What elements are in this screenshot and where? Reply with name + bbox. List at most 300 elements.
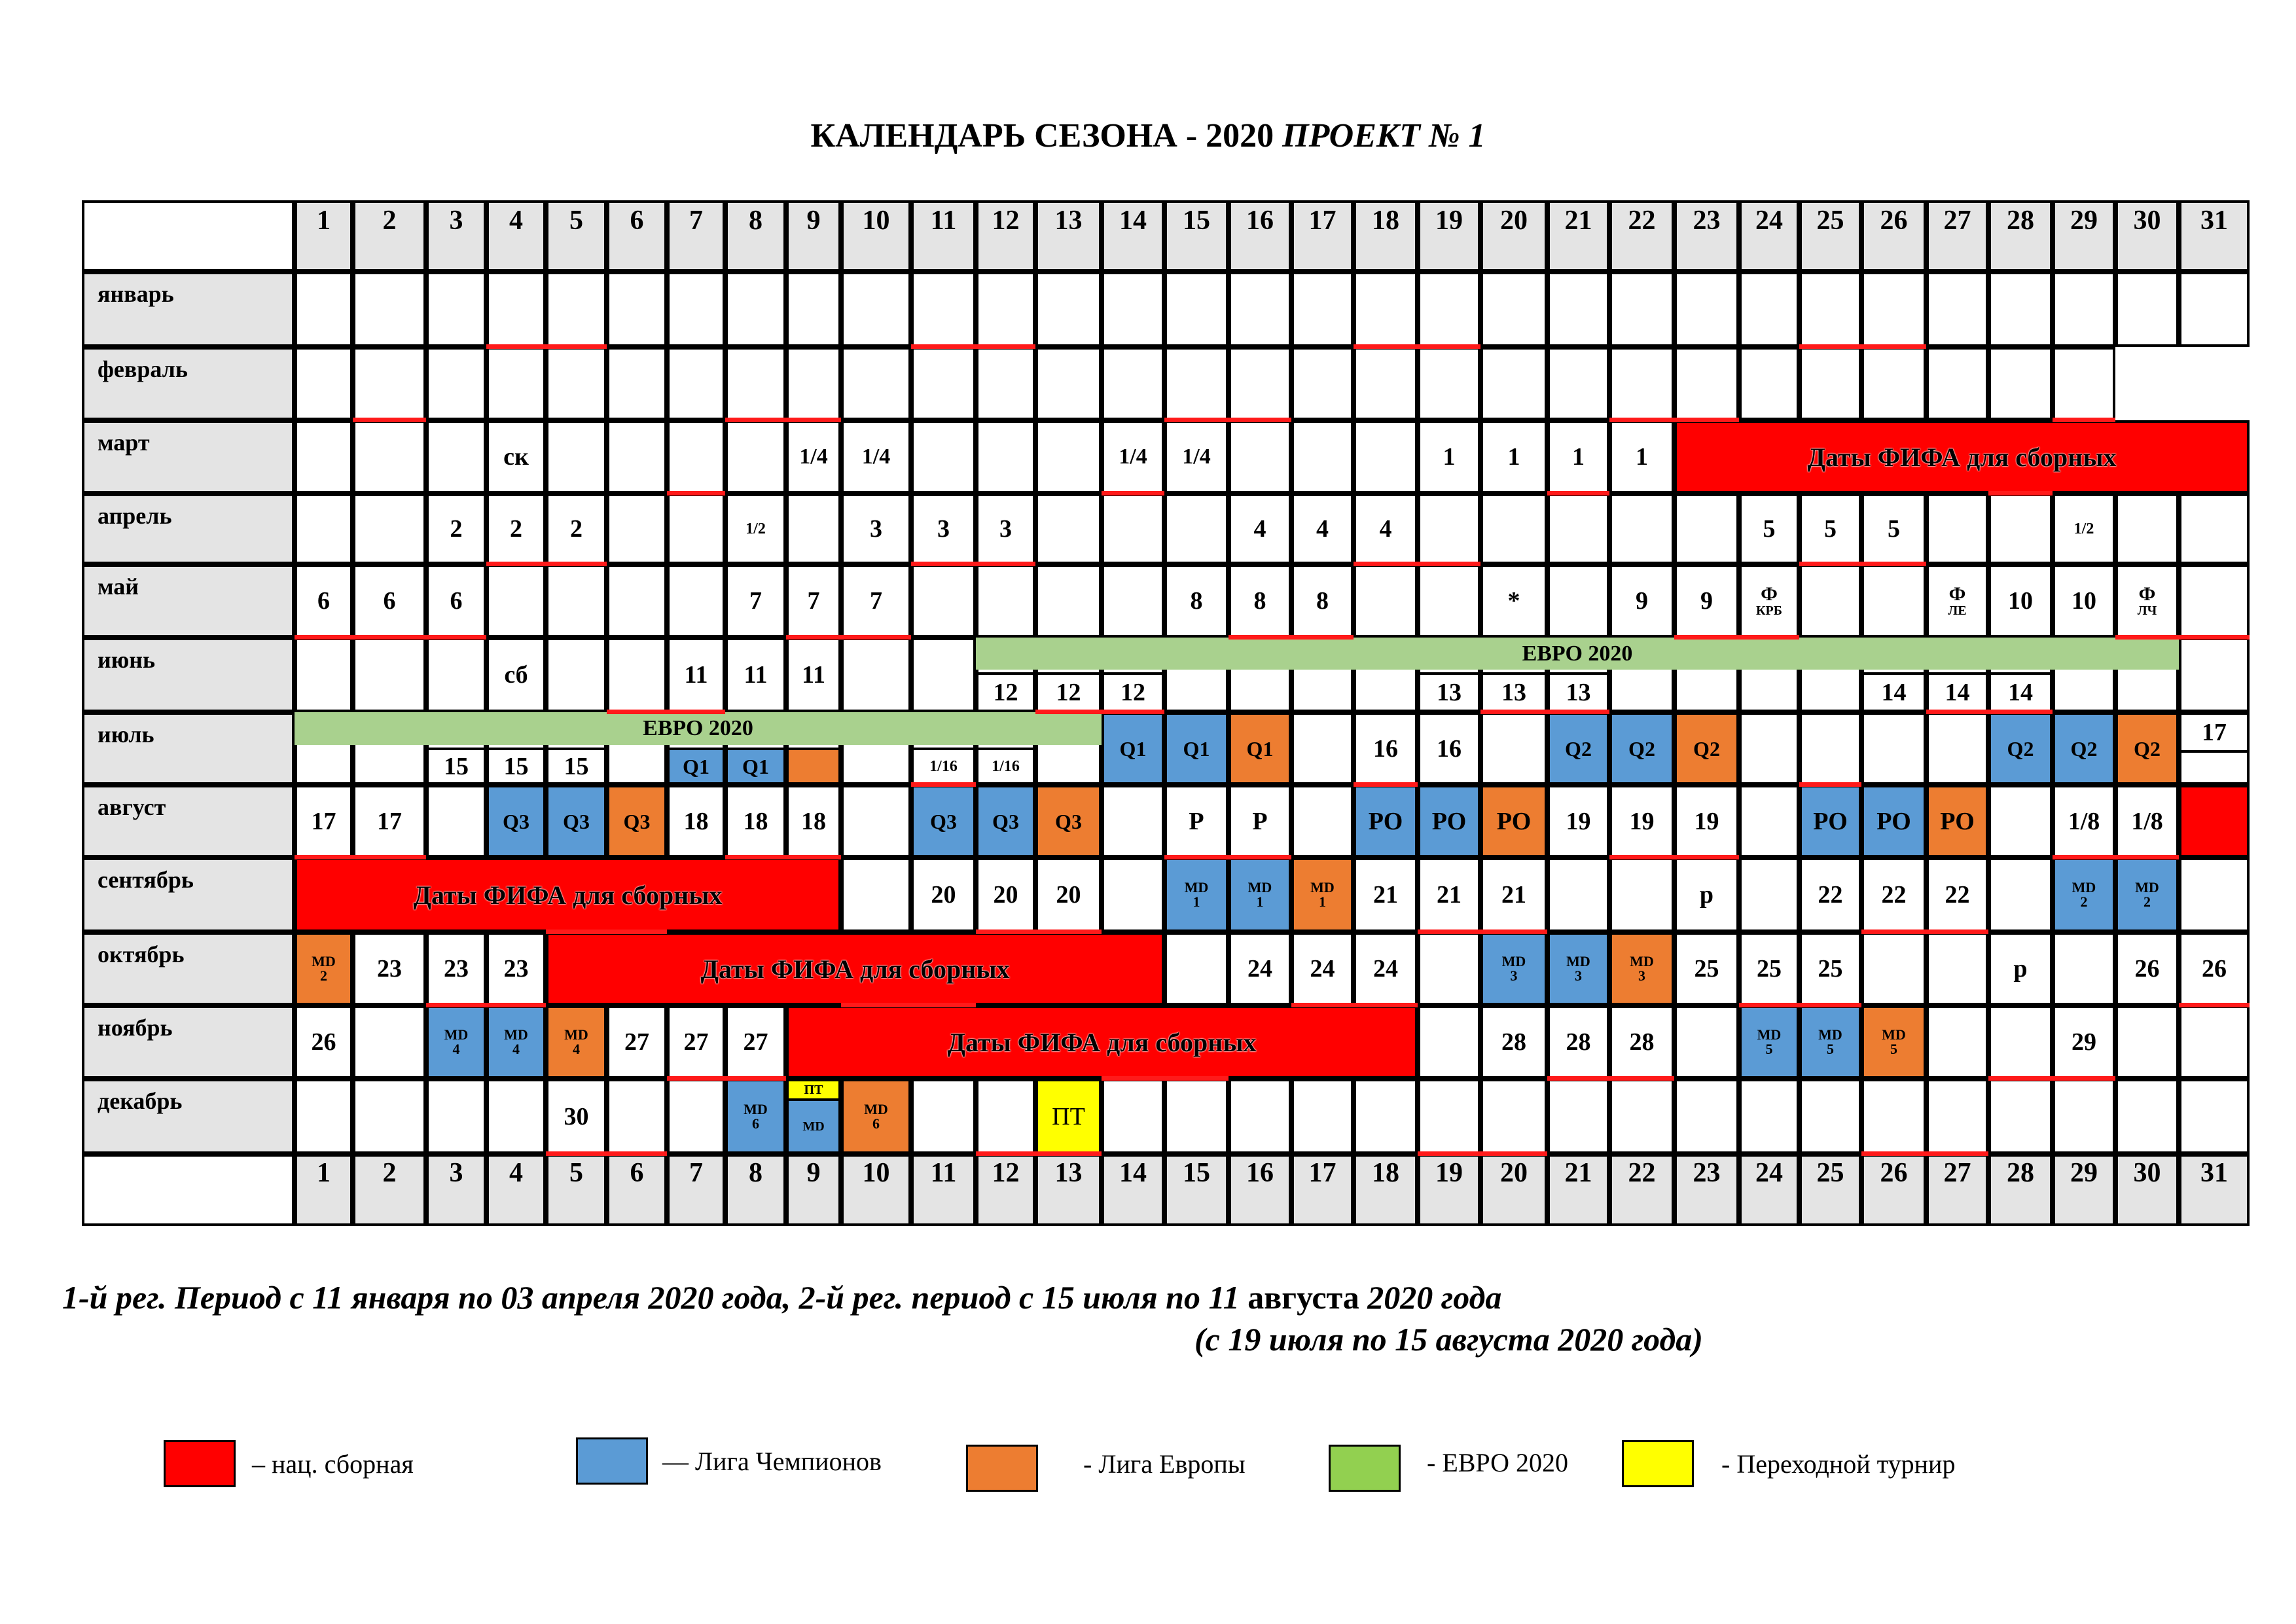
orange-event-cell: Q3 xyxy=(607,785,667,857)
day-cell xyxy=(1988,857,2053,932)
event-cell: 4 xyxy=(1229,494,1291,564)
event-cell: 1/4 xyxy=(786,420,841,494)
day-header: 29 xyxy=(2053,200,2115,272)
day-cell xyxy=(841,785,911,857)
orange-event-cell xyxy=(1609,932,1674,1005)
day-header: 11 xyxy=(911,200,976,272)
event-cell: 28 xyxy=(1609,1005,1674,1079)
event-cell: 8 xyxy=(1164,564,1229,638)
event-label: MD xyxy=(2072,879,2096,895)
day-cell xyxy=(1229,1079,1291,1154)
event-cell: 1/8 xyxy=(2115,785,2179,857)
day-cell xyxy=(1102,785,1164,857)
day-cell xyxy=(1291,785,1354,857)
event-label: MD xyxy=(1184,879,1209,895)
day-cell xyxy=(2115,1005,2179,1079)
day-cell xyxy=(667,494,725,564)
day-cell xyxy=(2179,494,2250,564)
event-cell: 22 xyxy=(1861,857,1926,932)
day-footer: 14 xyxy=(1102,1154,1164,1226)
day-cell xyxy=(976,1079,1035,1154)
event-cell: 8 xyxy=(1229,564,1291,638)
day-cell xyxy=(1799,272,1861,347)
day-header: 30 xyxy=(2115,200,2179,272)
event-sublabel: 3 xyxy=(1575,967,1582,984)
event-cell: 25 xyxy=(1674,932,1739,1005)
month-label: июнь xyxy=(82,638,295,712)
event-sublabel: 2 xyxy=(2080,893,2088,910)
day-header: 9 xyxy=(786,200,841,272)
day-cell xyxy=(1354,272,1418,347)
weekend-marker xyxy=(841,1003,976,1007)
day-footer: 5 xyxy=(546,1154,607,1226)
orange-event-cell: Q2 xyxy=(2115,712,2179,785)
event-cell: сб xyxy=(486,638,546,712)
weekend-marker xyxy=(667,491,725,496)
event-label: MD xyxy=(312,953,336,969)
day-cell xyxy=(546,420,607,494)
event-cell: 27 xyxy=(607,1005,667,1079)
day-cell xyxy=(1102,494,1164,564)
day-cell xyxy=(667,564,725,638)
day-cell xyxy=(1480,494,1547,564)
event-cell xyxy=(1739,564,1799,638)
day-cell xyxy=(1674,494,1739,564)
event-sublabel: 4 xyxy=(573,1041,580,1057)
event-sublabel: ЛЕ xyxy=(1948,604,1967,618)
event-sublabel: 5 xyxy=(1765,1041,1773,1057)
event-cell: 25 xyxy=(1739,932,1799,1005)
day-footer: 16 xyxy=(1229,1154,1291,1226)
day-cell xyxy=(1354,420,1418,494)
event-cell: 28 xyxy=(1547,1005,1609,1079)
day-cell xyxy=(1861,1079,1926,1154)
event-cell: 1 xyxy=(1480,420,1547,494)
day-cell xyxy=(353,494,426,564)
event-cell: 10 xyxy=(2053,564,2115,638)
event-cell: 26 xyxy=(2179,932,2250,1005)
event-cell: 24 xyxy=(1354,932,1418,1005)
day-cell xyxy=(786,347,841,420)
event-cell: 3 xyxy=(911,494,976,564)
day-cell xyxy=(1547,347,1609,420)
day-cell xyxy=(1164,1079,1229,1154)
event-label: Ф xyxy=(1948,583,1966,605)
orange-event-cell: РО xyxy=(1926,785,1988,857)
day-footer: 28 xyxy=(1988,1154,2053,1226)
event-cell: 20 xyxy=(1035,857,1102,932)
day-cell xyxy=(1609,857,1674,932)
event-cell: 15 xyxy=(426,748,486,785)
event-label: Ф xyxy=(2138,583,2156,605)
day-header: 18 xyxy=(1354,200,1418,272)
day-footer: 24 xyxy=(1739,1154,1799,1226)
day-footer: 2 xyxy=(353,1154,426,1226)
event-sublabel: 5 xyxy=(1890,1041,1897,1057)
day-footer: 10 xyxy=(841,1154,911,1226)
day-cell xyxy=(786,494,841,564)
month-label: август xyxy=(82,785,295,857)
day-cell xyxy=(353,347,426,420)
day-cell xyxy=(1861,272,1926,347)
legend-swatch-transition xyxy=(1622,1440,1694,1487)
blue-event-cell xyxy=(1164,857,1229,932)
blue-event-cell: Q3 xyxy=(911,785,976,857)
blue-event-cell: Q2 xyxy=(2053,712,2115,785)
day-cell xyxy=(1926,932,1988,1005)
weekend-marker xyxy=(725,418,841,422)
event-cell: 30 xyxy=(546,1079,607,1154)
event-sublabel: 1 xyxy=(1256,893,1264,910)
event-cell: 7 xyxy=(786,564,841,638)
day-cell xyxy=(1609,1079,1674,1154)
event-cell: 12 xyxy=(1102,672,1164,712)
day-cell xyxy=(546,272,607,347)
event-cell: 17 xyxy=(353,785,426,857)
day-header: 19 xyxy=(1418,200,1480,272)
day-header: 16 xyxy=(1229,200,1291,272)
blue-event-cell: Q1 xyxy=(1102,712,1164,785)
fifa-dates-bar-november: Даты ФИФА для сборных xyxy=(786,1005,1418,1079)
day-cell xyxy=(1291,272,1354,347)
event-cell: 23 xyxy=(486,932,546,1005)
month-label: декабрь xyxy=(82,1079,295,1154)
day-header: 15 xyxy=(1164,200,1229,272)
day-cell xyxy=(607,272,667,347)
day-cell xyxy=(1480,347,1547,420)
event-cell: 13 xyxy=(1418,672,1480,712)
day-cell xyxy=(1480,272,1547,347)
day-cell xyxy=(1418,347,1480,420)
event-cell: 6 xyxy=(426,564,486,638)
weekend-marker xyxy=(911,562,1035,566)
day-cell xyxy=(607,494,667,564)
event-cell: 14 xyxy=(1926,672,1988,712)
day-cell xyxy=(1035,420,1102,494)
day-footer: 7 xyxy=(667,1154,725,1226)
orange-event-cell: Q2 xyxy=(1674,712,1739,785)
event-cell: 28 xyxy=(1480,1005,1547,1079)
blue-event-cell: Q1 xyxy=(725,748,786,785)
orange-event-cell: Q1 xyxy=(1229,712,1291,785)
weekend-marker xyxy=(353,418,426,422)
day-cell xyxy=(1291,347,1354,420)
day-footer: 26 xyxy=(1861,1154,1926,1226)
day-header: 8 xyxy=(725,200,786,272)
day-cell xyxy=(1926,272,1988,347)
event-label: MD xyxy=(1310,879,1335,895)
day-cell xyxy=(607,564,667,638)
event-label: MD xyxy=(1501,953,1526,969)
weekend-marker xyxy=(2179,1003,2250,1007)
day-cell xyxy=(486,272,546,347)
event-cell: 9 xyxy=(1609,564,1674,638)
event-cell: 11 xyxy=(667,638,725,712)
day-cell xyxy=(1035,272,1102,347)
event-cell: 7 xyxy=(725,564,786,638)
weekend-marker xyxy=(667,1076,786,1081)
event-sublabel: 3 xyxy=(1510,967,1518,984)
day-cell xyxy=(667,347,725,420)
event-cell: 14 xyxy=(1988,672,2053,712)
event-label: MD xyxy=(2135,879,2159,895)
weekend-marker xyxy=(486,562,607,566)
day-cell xyxy=(1291,712,1354,785)
day-cell xyxy=(1547,494,1609,564)
day-cell xyxy=(1547,1079,1609,1154)
day-cell xyxy=(1418,564,1480,638)
weekend-marker xyxy=(1164,418,1291,422)
day-footer: 22 xyxy=(1609,1154,1674,1226)
period-note-line2: (с 19 июля по 15 августа 2020 года) xyxy=(1194,1321,1703,1358)
blue-event-cell: Q1 xyxy=(667,748,725,785)
day-cell xyxy=(1418,272,1480,347)
legend-swatch-euro xyxy=(1329,1445,1401,1492)
event-label: MD xyxy=(1566,953,1590,969)
day-cell xyxy=(667,420,725,494)
day-cell xyxy=(1988,272,2053,347)
event-cell: 1 xyxy=(1547,420,1609,494)
day-cell xyxy=(1739,347,1799,420)
day-header: 26 xyxy=(1861,200,1926,272)
event-sublabel: 6 xyxy=(752,1115,759,1132)
day-header: 28 xyxy=(1988,200,2053,272)
event-cell: 11 xyxy=(786,638,841,712)
day-footer: 25 xyxy=(1799,1154,1861,1226)
event-cell: 23 xyxy=(353,932,426,1005)
orange-event-cell: Q3 xyxy=(1035,785,1102,857)
day-cell xyxy=(1102,1079,1164,1154)
day-cell xyxy=(1861,712,1926,785)
day-cell xyxy=(1674,1079,1739,1154)
day-cell xyxy=(1354,564,1418,638)
weekend-marker xyxy=(295,635,486,640)
month-label: январь xyxy=(82,272,295,347)
weekend-marker xyxy=(426,1003,546,1007)
event-cell: р xyxy=(1988,932,2053,1005)
event-sublabel: 4 xyxy=(452,1041,460,1057)
legend-label-champions: — Лига Чемпионов xyxy=(662,1446,882,1476)
day-footer: 23 xyxy=(1674,1154,1739,1226)
event-cell xyxy=(2115,564,2179,638)
day-cell-empty xyxy=(2115,347,2250,420)
day-cell xyxy=(2053,347,2115,420)
weekend-marker xyxy=(1547,1076,1674,1081)
day-cell xyxy=(486,564,546,638)
blue-event-cell xyxy=(1229,857,1291,932)
legend-swatch-national xyxy=(164,1440,236,1487)
day-cell xyxy=(295,1079,353,1154)
day-cell xyxy=(353,420,426,494)
weekend-marker xyxy=(976,929,1102,934)
day-cell xyxy=(1164,494,1229,564)
day-cell xyxy=(1674,1005,1739,1079)
event-cell: 17 xyxy=(2179,712,2250,753)
event-cell: 18 xyxy=(667,785,725,857)
day-cell xyxy=(911,1079,976,1154)
day-cell xyxy=(1164,347,1229,420)
event-cell: 6 xyxy=(353,564,426,638)
event-cell: 7 xyxy=(841,564,911,638)
day-cell xyxy=(1354,347,1418,420)
day-footer: 17 xyxy=(1291,1154,1354,1226)
day-cell xyxy=(426,272,486,347)
event-sublabel: 4 xyxy=(512,1041,520,1057)
event-cell: 25 xyxy=(1799,932,1861,1005)
event-sublabel: 2 xyxy=(2144,893,2151,910)
day-cell xyxy=(1926,712,1988,785)
orange-event-cell xyxy=(1861,1005,1926,1079)
day-cell xyxy=(1739,712,1799,785)
day-cell xyxy=(911,272,976,347)
orange-event-cell xyxy=(1291,857,1354,932)
day-cell xyxy=(1418,1079,1480,1154)
blue-event-cell: Q3 xyxy=(546,785,607,857)
event-cell: 26 xyxy=(295,1005,353,1079)
day-cell xyxy=(1547,272,1609,347)
weekend-marker xyxy=(1988,1076,2115,1081)
day-header: 7 xyxy=(667,200,725,272)
weekend-marker xyxy=(2053,418,2115,422)
legend-label-transition: - Переходной турнир xyxy=(1721,1449,1956,1479)
month-label: апрель xyxy=(82,494,295,564)
day-cell xyxy=(2179,272,2250,347)
day-cell xyxy=(486,347,546,420)
event-cell: 27 xyxy=(667,1005,725,1079)
event-cell: 26 xyxy=(2115,932,2179,1005)
day-cell xyxy=(426,347,486,420)
day-cell xyxy=(1229,272,1291,347)
day-footer: 1 xyxy=(295,1154,353,1226)
weekend-marker xyxy=(1609,855,1739,859)
event-cell: 11 xyxy=(725,638,786,712)
event-cell: 19 xyxy=(1609,785,1674,857)
day-cell xyxy=(1102,564,1164,638)
transition-cell-top: ПТ xyxy=(786,1079,841,1101)
weekend-marker xyxy=(546,929,667,934)
event-cell: 14 xyxy=(1861,672,1926,712)
legend-label-national: – нац. сборная xyxy=(252,1449,414,1479)
event-cell: 21 xyxy=(1480,857,1547,932)
event-cell: ск xyxy=(486,420,546,494)
blue-event-cell: Q2 xyxy=(1609,712,1674,785)
day-cell xyxy=(1418,1005,1480,1079)
day-cell xyxy=(546,638,607,712)
event-label: MD xyxy=(1247,879,1272,895)
event-cell: 18 xyxy=(786,785,841,857)
day-cell xyxy=(1926,347,1988,420)
day-cell xyxy=(1102,272,1164,347)
event-sublabel: 5 xyxy=(1827,1041,1834,1057)
day-header: 10 xyxy=(841,200,911,272)
event-cell: 2 xyxy=(546,494,607,564)
orange-event-cell xyxy=(546,1005,607,1079)
month-label: февраль xyxy=(82,347,295,420)
day-cell xyxy=(1609,347,1674,420)
period-notes xyxy=(62,1276,1829,1360)
day-cell xyxy=(1799,564,1861,638)
day-cell xyxy=(841,638,911,712)
event-cell: 1/4 xyxy=(841,420,911,494)
day-header: 20 xyxy=(1480,200,1547,272)
red-event-cell xyxy=(2179,785,2250,857)
event-cell: 5 xyxy=(1799,494,1861,564)
header-corner xyxy=(82,200,295,272)
euro-bar-july: ЕВРО 2020 xyxy=(295,712,1102,745)
day-cell xyxy=(1229,420,1291,494)
event-cell: 16 xyxy=(1354,712,1418,785)
day-cell xyxy=(976,272,1035,347)
day-header: 3 xyxy=(426,200,486,272)
day-cell xyxy=(1988,1079,2053,1154)
day-footer: 27 xyxy=(1926,1154,1988,1226)
event-sublabel: 2 xyxy=(320,967,327,984)
weekend-marker xyxy=(1609,418,1739,422)
weekend-marker xyxy=(486,344,607,349)
legend-label-europa: - Лига Европы xyxy=(1083,1449,1246,1479)
day-cell xyxy=(2179,857,2250,932)
day-footer: 29 xyxy=(2053,1154,2115,1226)
weekend-marker xyxy=(1354,782,1418,787)
day-footer: 20 xyxy=(1480,1154,1547,1226)
event-cell: * xyxy=(1480,564,1547,638)
event-cell: 29 xyxy=(2053,1005,2115,1079)
event-sublabel: 1 xyxy=(1319,893,1326,910)
day-cell xyxy=(1035,564,1102,638)
day-footer: 19 xyxy=(1418,1154,1480,1226)
weekend-marker xyxy=(1480,710,1609,714)
event-label: MD xyxy=(1818,1026,1842,1043)
month-label: июль xyxy=(82,712,295,785)
weekend-marker xyxy=(1418,1151,1547,1156)
event-cell: 3 xyxy=(976,494,1035,564)
day-header: 21 xyxy=(1547,200,1609,272)
blue-event-cell: Q3 xyxy=(486,785,546,857)
event-sublabel: 1 xyxy=(1193,893,1200,910)
legend-label-euro: - ЕВРО 2020 xyxy=(1427,1447,1569,1477)
day-cell xyxy=(976,420,1035,494)
day-cell xyxy=(1229,347,1291,420)
day-cell xyxy=(2179,1079,2250,1154)
orange-event-cell xyxy=(841,1079,911,1154)
day-cell xyxy=(911,420,976,494)
day-cell xyxy=(1861,932,1926,1005)
event-label: MD xyxy=(864,1100,888,1117)
period-note-line1: 1-й рег. Период с 11 января по 03 апреля 2020 года, 2-й рег. период с 15 июля по 11 августа 2020 года xyxy=(62,1279,1502,1316)
weekend-marker xyxy=(2115,635,2250,640)
blue-event-cell: Q2 xyxy=(1988,712,2053,785)
blue-event-cell: РО xyxy=(1799,785,1861,857)
day-header: 23 xyxy=(1674,200,1739,272)
day-cell xyxy=(911,347,976,420)
day-cell xyxy=(1164,272,1229,347)
day-cell xyxy=(1609,272,1674,347)
day-header: 4 xyxy=(486,200,546,272)
month-label: март xyxy=(82,420,295,494)
event-cell: 2 xyxy=(426,494,486,564)
day-cell xyxy=(486,1079,546,1154)
day-cell xyxy=(1988,785,2053,857)
event-cell: 1/4 xyxy=(1102,420,1164,494)
event-cell: 1/2 xyxy=(2053,494,2115,564)
day-cell xyxy=(1418,494,1480,564)
event-label: MD xyxy=(1630,953,1654,969)
event-cell: 15 xyxy=(486,748,546,785)
event-cell: 21 xyxy=(1354,857,1418,932)
event-cell: 20 xyxy=(976,857,1035,932)
weekend-marker xyxy=(976,1151,1102,1156)
event-sublabel: 3 xyxy=(1638,967,1645,984)
